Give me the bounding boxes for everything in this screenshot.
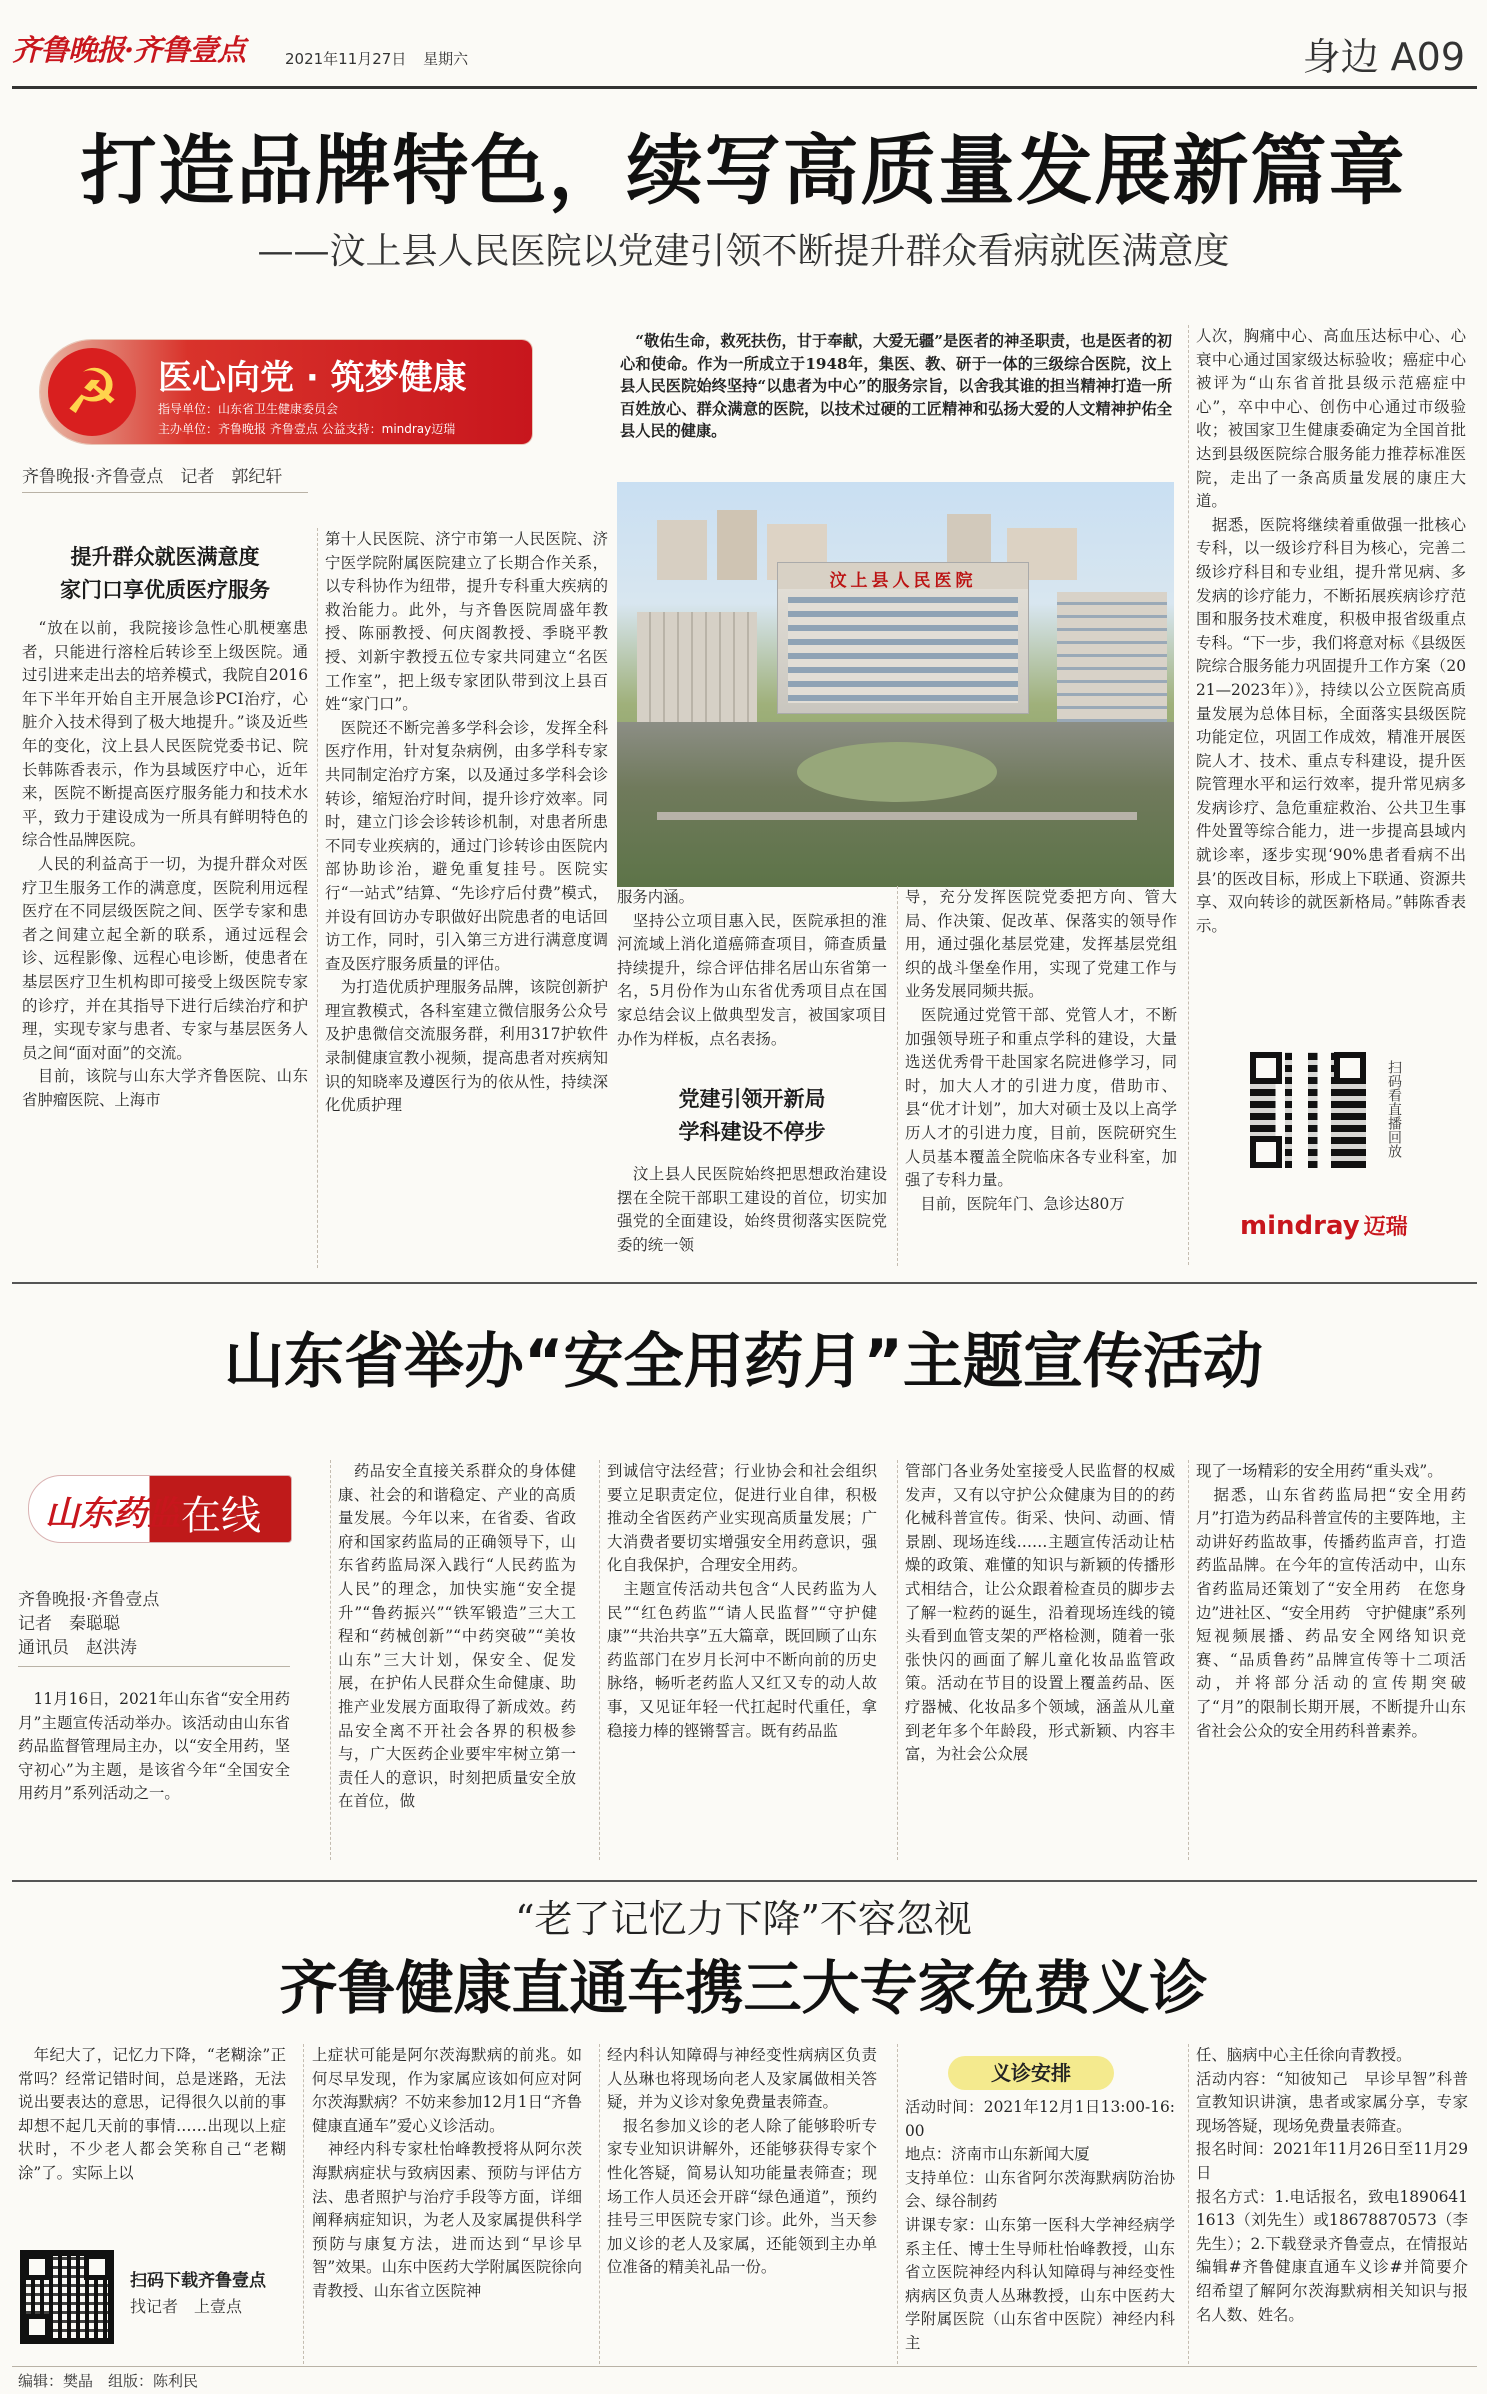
section-name: 身边 (1302, 35, 1379, 79)
a1-col-3b: 汶上县人民医院始终把思想政治建设摆在全院干部职工建设的首位，切实加强党的全面建设，始终贯彻落实医院党委的统一领 (617, 1165, 887, 1254)
a2-divider-4 (1188, 1460, 1189, 1860)
fda-online-logo (28, 1475, 292, 1543)
qr-caption: 扫码看直播回放 (1386, 1060, 1402, 1158)
a1-byline: 齐鲁晚报·齐鲁壹点 记者 郭纪轩 (22, 467, 283, 487)
header-rule (12, 86, 1477, 89)
side-building (637, 612, 757, 722)
a1-byline-rule (22, 492, 308, 493)
masthead (12, 28, 282, 80)
a2-col-1: 11月16日，2021年山东省“安全用药月”主题宣传活动举办。该活动由山东省药品监督管理局主办，以“安全用药，坚守初心”为主题，是该省今年“全国安全用药月”系列活动之一。 (18, 1690, 290, 1803)
sponsor-name: mindray (1240, 1211, 1360, 1241)
a2-divider-3 (897, 1460, 898, 1860)
a3-col-5: 任、脑病中心主任徐向青教授。 活动内容：“知彼知己 早诊早智”科普宣教知识讲演，患者或家属分享，专家现场答疑，现场免费量表筛查。 报名时间：2021年11月26日至11月29日 报名方式：1.电话报名，致电18906411613（刘先生）或18678870573（李先生）；2.下载登录齐鲁壹点，在情报站编辑#齐鲁健康直通车义诊#并简要介绍希望了解阿尔茨海默病相关知识与报名人数、姓名。 (1196, 2046, 1468, 2324)
a1-divider-1 (317, 528, 318, 1268)
qr-download-sub: 找记者 上壹点 (130, 2297, 243, 2316)
a1-subhead-2: 党建引领开新局 学科建设不停步 (678, 1086, 826, 1144)
page-number: A09 (1390, 35, 1465, 79)
banner-line2: 主办单位：齐鲁晚报 齐鲁壹点 公益支持：mindray迈瑞 (158, 422, 456, 436)
date: 2021年11月27日 (285, 50, 407, 68)
a2-bottom-rule (12, 1880, 1477, 1882)
campaign-banner (40, 340, 532, 444)
a1-col-5: 人次，胸痛中心、高血压达标中心、心衰中心通过国家级达标验收；癌症中心被评为“山东省首批县级示范癌症中心”，卒中中心、创伤中心通过市级验收；被国家卫生健康委确定为全国首批达到县级医院综合服务能力推荐标准医院，走出了一条高质量发展的康庄大道。 据悉，医院将继续着重做强一批核心专科，以一级诊疗科目为核心，完善二级诊疗科目和专业组，提升常见病、多发病的诊疗能力，不断拓展疾病诊疗范围和服务技术难度，积极申报省级重点专科。“下一步，我们将意对标《县级医院综合服务能力巩固提升工作方案（2021—2023年）》，持续以公立医院高质量发展为总体目标，全面落实县级医院功能定位，巩固工作成效，精准开展医院人才、技术、重点专科建设，提升医院管理水平和运行效率，提升常见病多发病诊疗、急危重症救治、公共卫生事件处置等综合能力，进一步提高县域内就诊率，逐步实现‘90%患者看病不出县’的医改目标，形成上下联通、资源共享、双向转诊的就医新格局。”韩陈香表示。 (1196, 327, 1466, 935)
a2-headline: 山东省举办“安全用药月”主题宣传活动 (224, 1327, 1263, 1397)
a1-bottom-rule (12, 1282, 1477, 1284)
forecourt (617, 722, 1174, 887)
a3-divider-1 (303, 2044, 304, 2364)
page-section (1303, 26, 1465, 81)
a1-intro: “敬佑生命，救死扶伤，甘于奉献，大爱无疆”是医者的神圣职责，也是医者的初心和使命。作为一所成立于1948年，集医、教、研于一体的三级综合医院，汶上县人民医院始终坚持“以患者为中心”的服务宗旨，以舍我其谁的担当精神打造一所百姓放心、群众满意的医院，以技术过硬的工匠精神和弘扬大爱的人文精神护佑全县人民的健康。 (620, 332, 1172, 440)
a3-divider-2 (599, 2044, 600, 2364)
a1-deck: ——汶上县人民医院以党建引领不断提升群众看病就医满意度 (257, 231, 1230, 272)
logo-part-b: 在线 (181, 1493, 261, 1539)
schedule-title: 义诊安排 (991, 2061, 1071, 2085)
a2-byline-rule (18, 1666, 290, 1667)
main-building (777, 562, 1029, 714)
a1-col-4: 导，充分发挥医院党委把方向、管大局、作决策、促改革、保落实的领导作用，通过强化基层党建，发挥基层党组织的战斗堡垒作用，实现了党建工作与业务发展同频共振。 医院通过党管干部、党管人才，不断加强领导班子和重点学科的建设，大量选送优秀骨干赴国家名院进修学习，同时，加大人才的引进力度，借助市、县“优才计划”，加大对硕士及以上高学历人才的引进力度，目前，医院研究生人员基本覆盖全院临床各专业科室，加强了专科力量。 目前，医院年门、急诊达80万 (905, 888, 1177, 1213)
live-replay-qr-code[interactable] (1250, 1052, 1366, 1168)
banner-line1: 指导单位：山东省卫生健康委员会 (158, 402, 339, 416)
a3-divider-3 (897, 2044, 898, 2364)
footer-rule (12, 2366, 1477, 2367)
paper-logo: 齐鲁晚报·齐鲁壹点 (12, 33, 246, 67)
party-emblem-icon: ☭ (48, 348, 136, 436)
a1-divider-3 (897, 886, 898, 1266)
a1-headline: 打造品牌特色，续写高质量发展新篇章 (80, 126, 1407, 215)
logo-part-a: 山东药监 (45, 1494, 181, 1534)
schedule-title-badge (948, 2056, 1114, 2090)
hospital-photo (617, 482, 1174, 887)
banner-title: 医心向党 · 筑梦健康 (158, 358, 467, 398)
a1-col-1: “放在以前，我院接诊急性心肌梗塞患者，只能进行溶栓后转诊至上级医院。通过引进来走出去的培养模式，我院自2016年下半年开始自主开展急诊PCI治疗，心脏介入技术得到了极大地提升。”谈及近些年的变化，汶上县人民医院党委书记、院长韩陈香表示，作为县域医疗中心，近年来，医院不断提高医疗服务能力和技术水平，致力于建设成为一所具有鲜明特色的综合性品牌医院。 人民的利益高于一切，为提升群众对医疗卫生服务工作的满意度，医院利用远程医疗在不同层级医院之间、医学专家和患者之间建立起全新的联系，通过远程会诊、远程影像、远程心电诊断，使患者在基层医疗卫生机构即可接受上级医院专家的诊疗，并在其指导下进行后续治疗和护理，实现专家与患者、专家与基层医务人员之间“面对面”的交流。 目前，该院与山东大学齐鲁医院、山东省肿瘤医院、上海市 (22, 619, 308, 1109)
a1-subhead-1: 提升群众就医满意度 家门口享优质医疗服务 (60, 544, 270, 602)
a1-col-2: 第十人民医院、济宁市第一人民医院、济宁医学院附属医院建立了长期合作关系，以专科协作为纽带，提升专科重大疾病的救治能力。此外，与齐鲁医院周盛年教授、陈丽教授、何庆阁教授、季晓平教授、刘新宇教授五位专家共同建立“名医工作室”，把上级专家团队带到汶上县百姓“家门口”。 医院还不断完善多学科会诊，发挥全科医疗作用，针对复杂病例，由多学科专家共同制定治疗方案，以及通过多学科会诊转诊，缩短治疗时间，提升诊疗效率。同时，建立门诊会诊转诊机制，对患者所患不同专业疾病的，通过门诊转诊由医院内部协助诊治，避免重复挂号。医院实行“一站式”结算、“先诊疗后付费”模式，并设有回访办专职做好出院患者的电话回访工作，同时，引入第三方进行满意度调查及医疗服务质量的评估。 为打造优质护理服务品牌，该院创新护理宣教模式，各科室建立微信服务公众号及护患微信交流服务群，利用317护软件录制健康宣教小视频，提高患者对疾病知识的知晓率及遵医行为的依从性，持续深化优质护理 (325, 530, 608, 1115)
a3-kicker: “老了记忆力下降”不容忽视 (515, 1897, 972, 1941)
a2-divider-2 (599, 1460, 600, 1860)
side-building-right (1057, 592, 1167, 732)
a3-col-2: 上症状可能是阿尔茨海默病的前兆。如何尽早发现，作为家属应该如何应对阿尔茨海默病？不妨来参加12月1日“齐鲁健康直通车”爱心义诊活动。 神经内科专家杜怡峰教授将从阿尔茨海默病症状与致病因素、预防与评估方法、患者照护与治疗手段等方面，详细阐释病症知识，为老人及家属提供科学预防与康复方法，进而达到“早诊早智”效果。山东中医药大学附属医院徐向青教授、山东省立医院神 (312, 2046, 582, 2300)
app-download-qr-code[interactable] (20, 2250, 114, 2344)
a2-col-3: 到诚信守法经营；行业协会和社会组织要立足职责定位，促进行业自律，积极推动全省医药产业实现高质量发展；广大消费者要切实增强安全用药意识，强化自我保护，合理安全用药。 主题宣传活动共包含“人民药监为人民”“红色药监”“请人民监督”“守护健康”“共治共享”五大篇章，既回顾了山东药监部门在岁月长河中不断向前的历史脉络，畅听老药监人又红又专的动人故事，又见证年轻一代扛起时代重任，拿稳接力棒的铿锵誓言。既有药品监 (607, 1462, 877, 1740)
editor-credits: 编辑：樊晶 组版：陈利民 (18, 2372, 199, 2390)
a2-col-2: 药品安全直接关系群众的身体健康、社会的和谐稳定、产业的高质量发展。今年以来，在省委、省政府和国家药监局的正确领导下，山东省药监局深入践行“人民药监为人民”的理念，加快实施“安全提升”“鲁药振兴”“铁军锻造”三大工程和“药械创新”“中药突破”“美妆山东”三大计划，保安全、促发展，在护佑人民群众生命健康、助推产业发展方面取得了新成效。药品安全离不开社会各界的积极参与，广大医药企业要牢牢树立第一责任人的意识，时刻把质量安全放在首位，做 (338, 1462, 576, 1811)
a3-col-3: 经内科认知障碍与神经变性病病区负责人丛琳也将现场向老人及家属做相关答疑，并为义诊对象免费量表筛查。 报名参加义诊的老人除了能够聆听专家专业知识讲解外，还能够获得专家个性化答疑，简易认知功能量表筛查；现场工作人员还会开辟“绿色通道”，预约挂号三甲医院专家门诊。此外，当天参加义诊的老人及家属，还能领到主办单位准备的精美礼品一份。 (607, 2046, 877, 2277)
a3-divider-4 (1188, 2044, 1189, 2364)
a2-byline: 齐鲁晚报·齐鲁壹点 记者 秦聪聪 通讯员 赵洪涛 (18, 1590, 160, 1658)
a3-col-1: 年纪大了，记忆力下降，“老糊涂”正常吗？经常记错时间，总是迷路，无法说出要表达的意思，记得很久以前的事却想不起几天前的事情……出现以上症状时，不少老人都会笑称自己“老糊涂”了。实际上以 (18, 2046, 286, 2182)
a1-col-3: 服务内涵。 坚持公立项目惠入民，医院承担的淮河流域上消化道癌筛查项目，筛查质量持续提升，综合评估排名居山东省第一名，5月份作为山东省优秀项目点在国家总结会议上做典型发言，被国家项目办作为样板，点名表扬。 (617, 888, 887, 1048)
a3-col-4: 活动时间：2021年12月1日13:00-16:00 地点：济南市山东新闻大厦 支持单位：山东省阿尔茨海默病防治协会、绿谷制药 讲课专家：山东第一医科大学神经病学系主任、博士生导师杜怡峰教授，山东省立医院神经内科认知障碍与神经变性病病区负责人丛琳教授，山东中医药大学附属医院（山东省中医院）神经内科主 (905, 2098, 1175, 2352)
building-sign: 汶上县人民医院 (829, 571, 977, 591)
sponsor-logo (1240, 1210, 1408, 1241)
a1-divider-4 (1188, 325, 1189, 1265)
qr-download-label: 扫码下载齐鲁壹点 (130, 2271, 266, 2291)
sponsor-name-cn: 迈瑞 (1363, 1215, 1408, 1240)
weekday: 星期六 (423, 50, 469, 68)
a2-col-4: 管部门各业务处室接受人民监督的权威发声，又有以守护公众健康为目的的药化械科普宣传。街采、快问、动画、情景剧、现场连线……主题宣传活动让枯燥的政策、难懂的知识与新颖的传播形式相结合，让公众跟着检查员的脚步去了解一粒药的诞生，沿着现场连线的镜头看到血管支架的严格检测，随着一张张快闪的画面了解儿童化妆品监管政策。活动在节目的设置上覆盖药品、医疗器械、化妆品多个领域，涵盖从儿童到老年多个年龄段，形式新颖、内容丰富，为社会公众展 (905, 1462, 1175, 1764)
a2-divider-1 (330, 1460, 331, 1860)
issue-date (285, 48, 468, 69)
a2-col-5: 现了一场精彩的安全用药“重头戏”。 据悉，山东省药监局把“安全用药月”打造为药品科普宣传的主要阵地，主动讲好药监故事，传播药监声音，打造药监品牌。在今年的宣传活动中，山东省药监局还策划了“安全用药 在您身边”进社区、“安全用药 守护健康”系列短视频展播、药品安全网络知识竞赛、“品质鲁药”品牌宣传等十二项活动，并将部分活动的宣传期突破了“月”的限制长期开展，不断提升山东省社会公众的安全用药科普素养。 (1196, 1462, 1466, 1740)
a3-headline: 齐鲁健康直通车携三大专家免费义诊 (279, 1954, 1208, 2022)
